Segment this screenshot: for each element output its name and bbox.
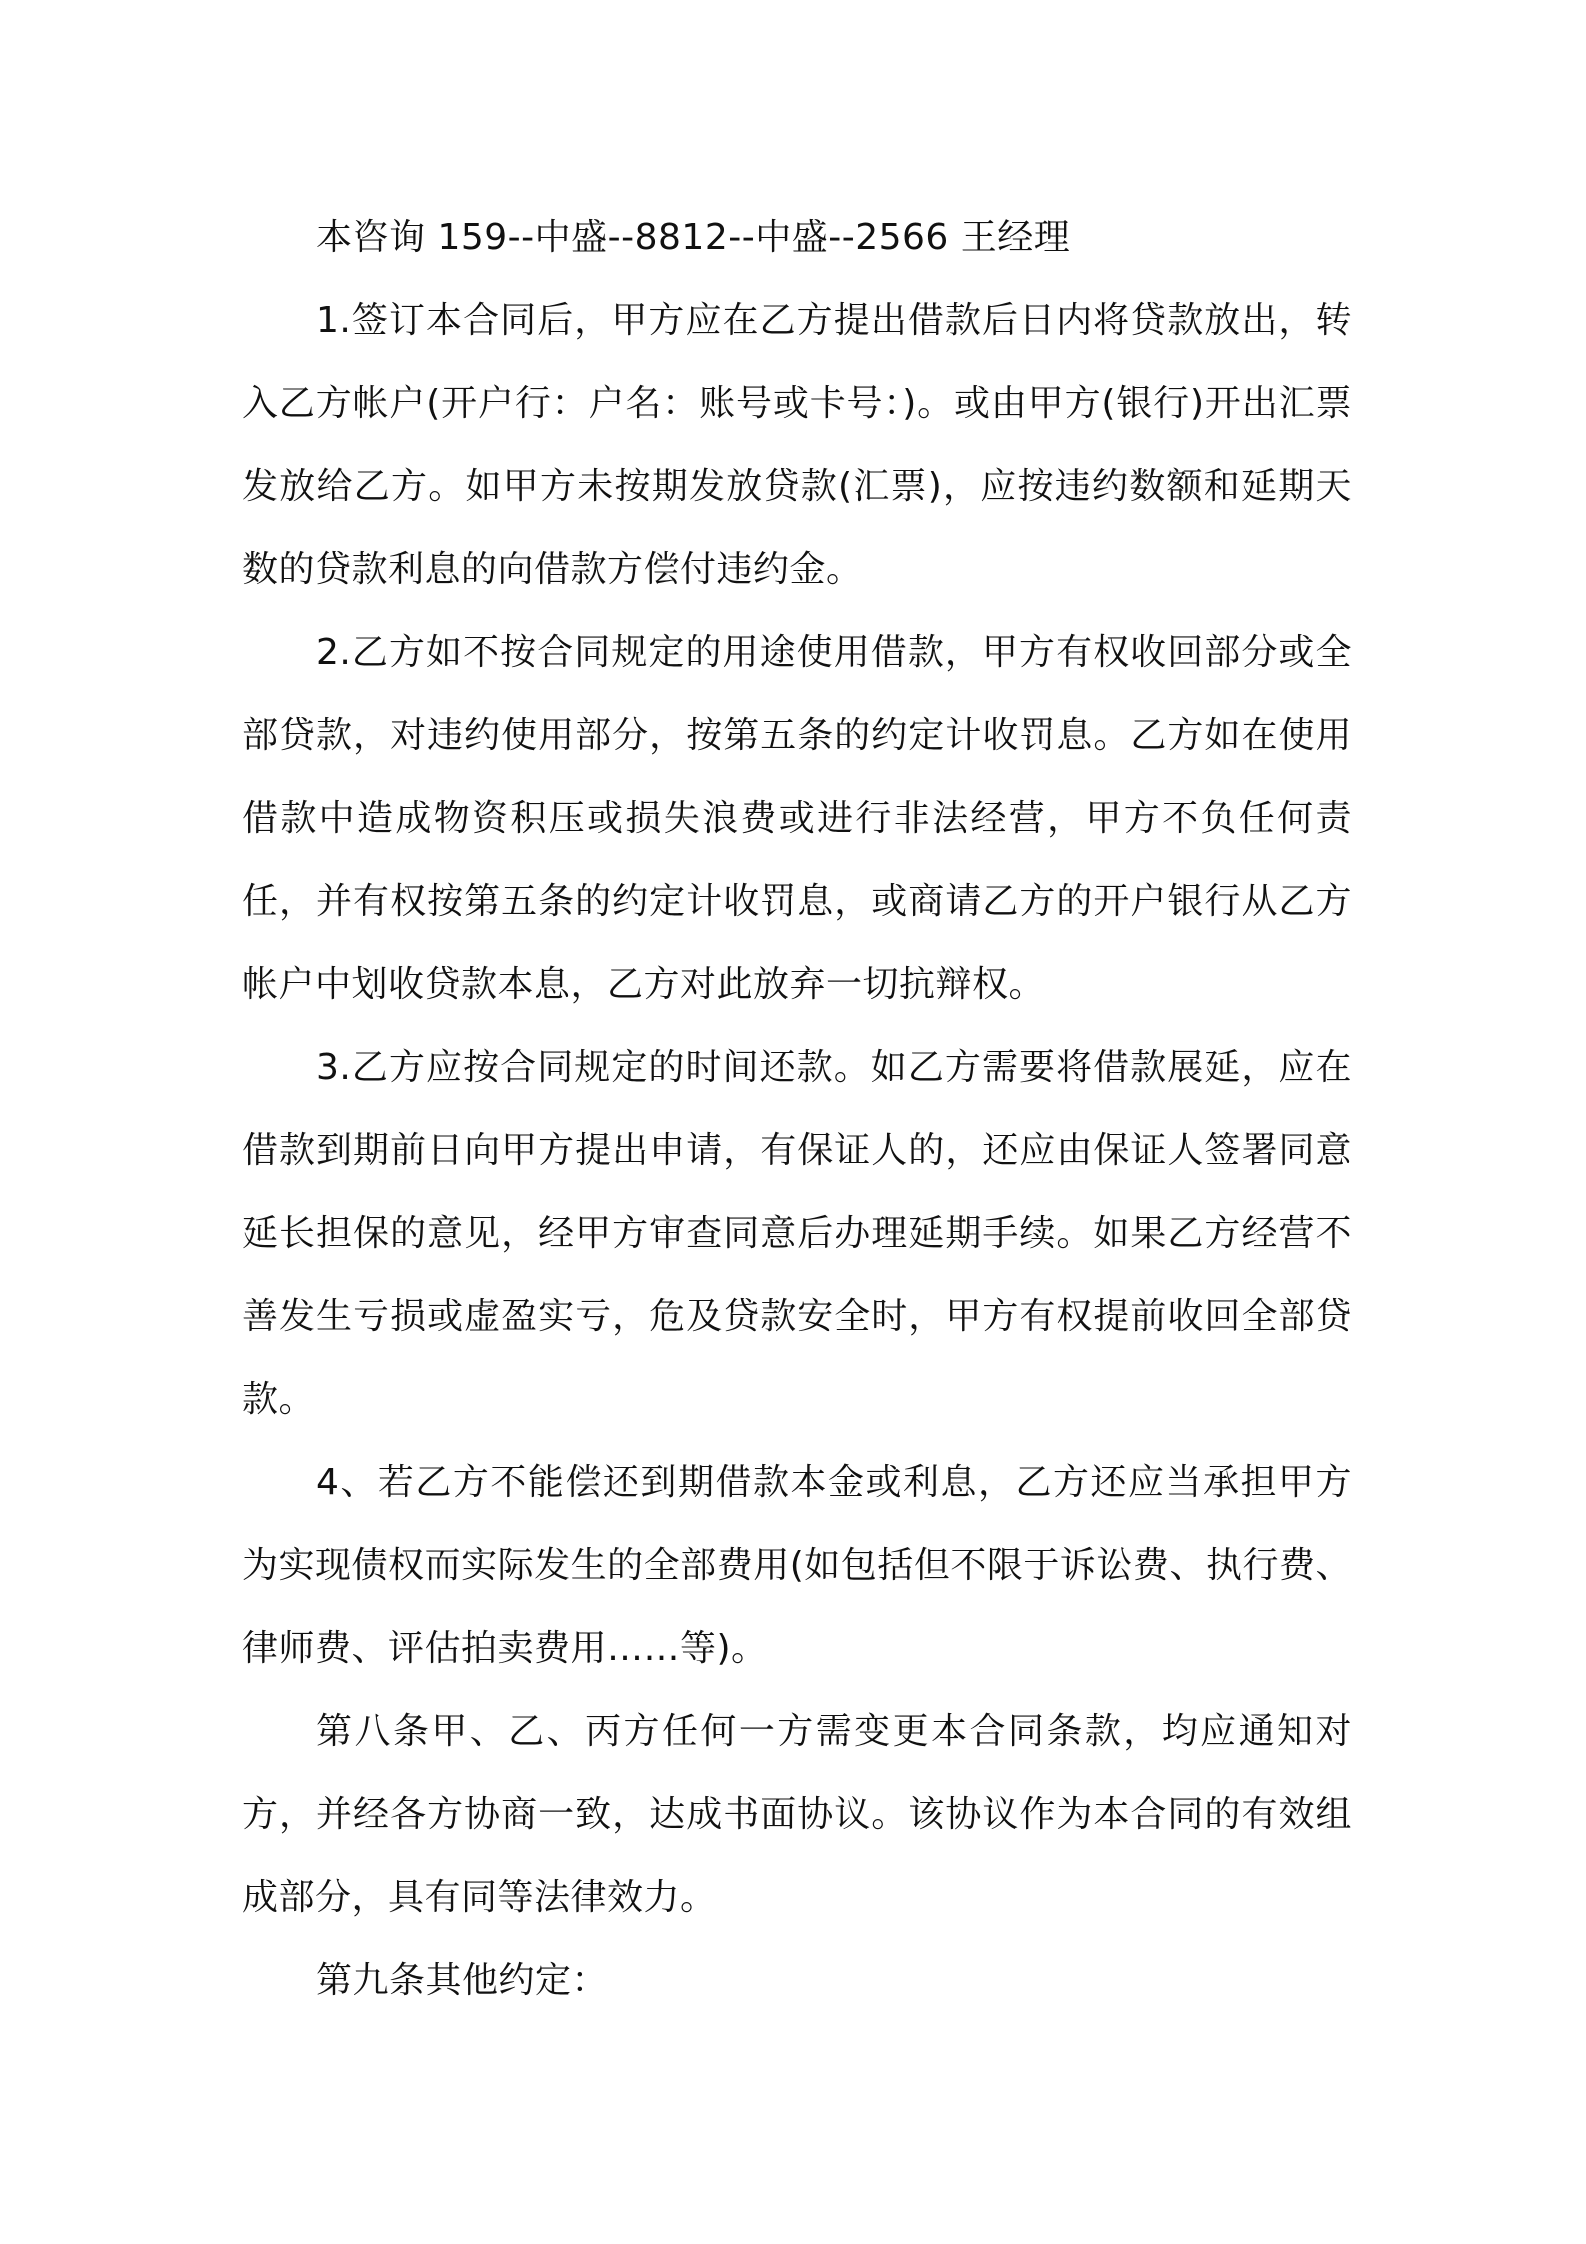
- clause-3: 3.乙方应按合同规定的时间还款。如乙方需要将借款展延，应在借款到期前日向甲方提出申请，有保证人的，还应由保证人签署同意延长担保的意见，经甲方审查同意后办理延期手续。如果乙方经营不善发生亏损或虚盈实亏，危及贷款安全时，甲方有权提前收回全部贷款。: [242, 1047, 1352, 1420]
- clause-2: 2.乙方如不按合同规定的用途使用借款，甲方有权收回部分或全部贷款，对违约使用部分，按第五条的约定计收罚息。乙方如在使用借款中造成物资积压或损失浪费或进行非法经营，甲方不负任何责任，并有权按第五条的约定计收罚息，或商请乙方的开户银行从乙方帐户中划收贷款本息，乙方对此放弃一切抗辩权。: [242, 632, 1352, 1005]
- article-8: 第八条甲、乙、丙方任何一方需变更本合同条款，均应通知对方，并经各方协商一致，达成书面协议。该协议作为本合同的有效组成部分，具有同等法律效力。: [242, 1711, 1352, 1918]
- clause-4: 4、若乙方不能偿还到期借款本金或利息，乙方还应当承担甲方为实现债权而实际发生的全部费用(如包括但不限于诉讼费、执行费、律师费、评估拍卖费用……等)。: [242, 1462, 1352, 1669]
- document-body: [242, 196, 1352, 2022]
- article-9: 第九条其他约定：: [316, 1960, 609, 2001]
- contact-line: 本咨询 159--中盛--8812--中盛--2566 王经理: [316, 217, 1071, 258]
- clause-1: 1.签订本合同后，甲方应在乙方提出借款后日内将贷款放出，转入乙方帐户(开户行：户名：账号或卡号：)。或由甲方(银行)开出汇票发放给乙方。如甲方未按期发放贷款(汇票)，应按违约数额和延期天数的贷款利息的向借款方偿付违约金。: [242, 300, 1352, 590]
